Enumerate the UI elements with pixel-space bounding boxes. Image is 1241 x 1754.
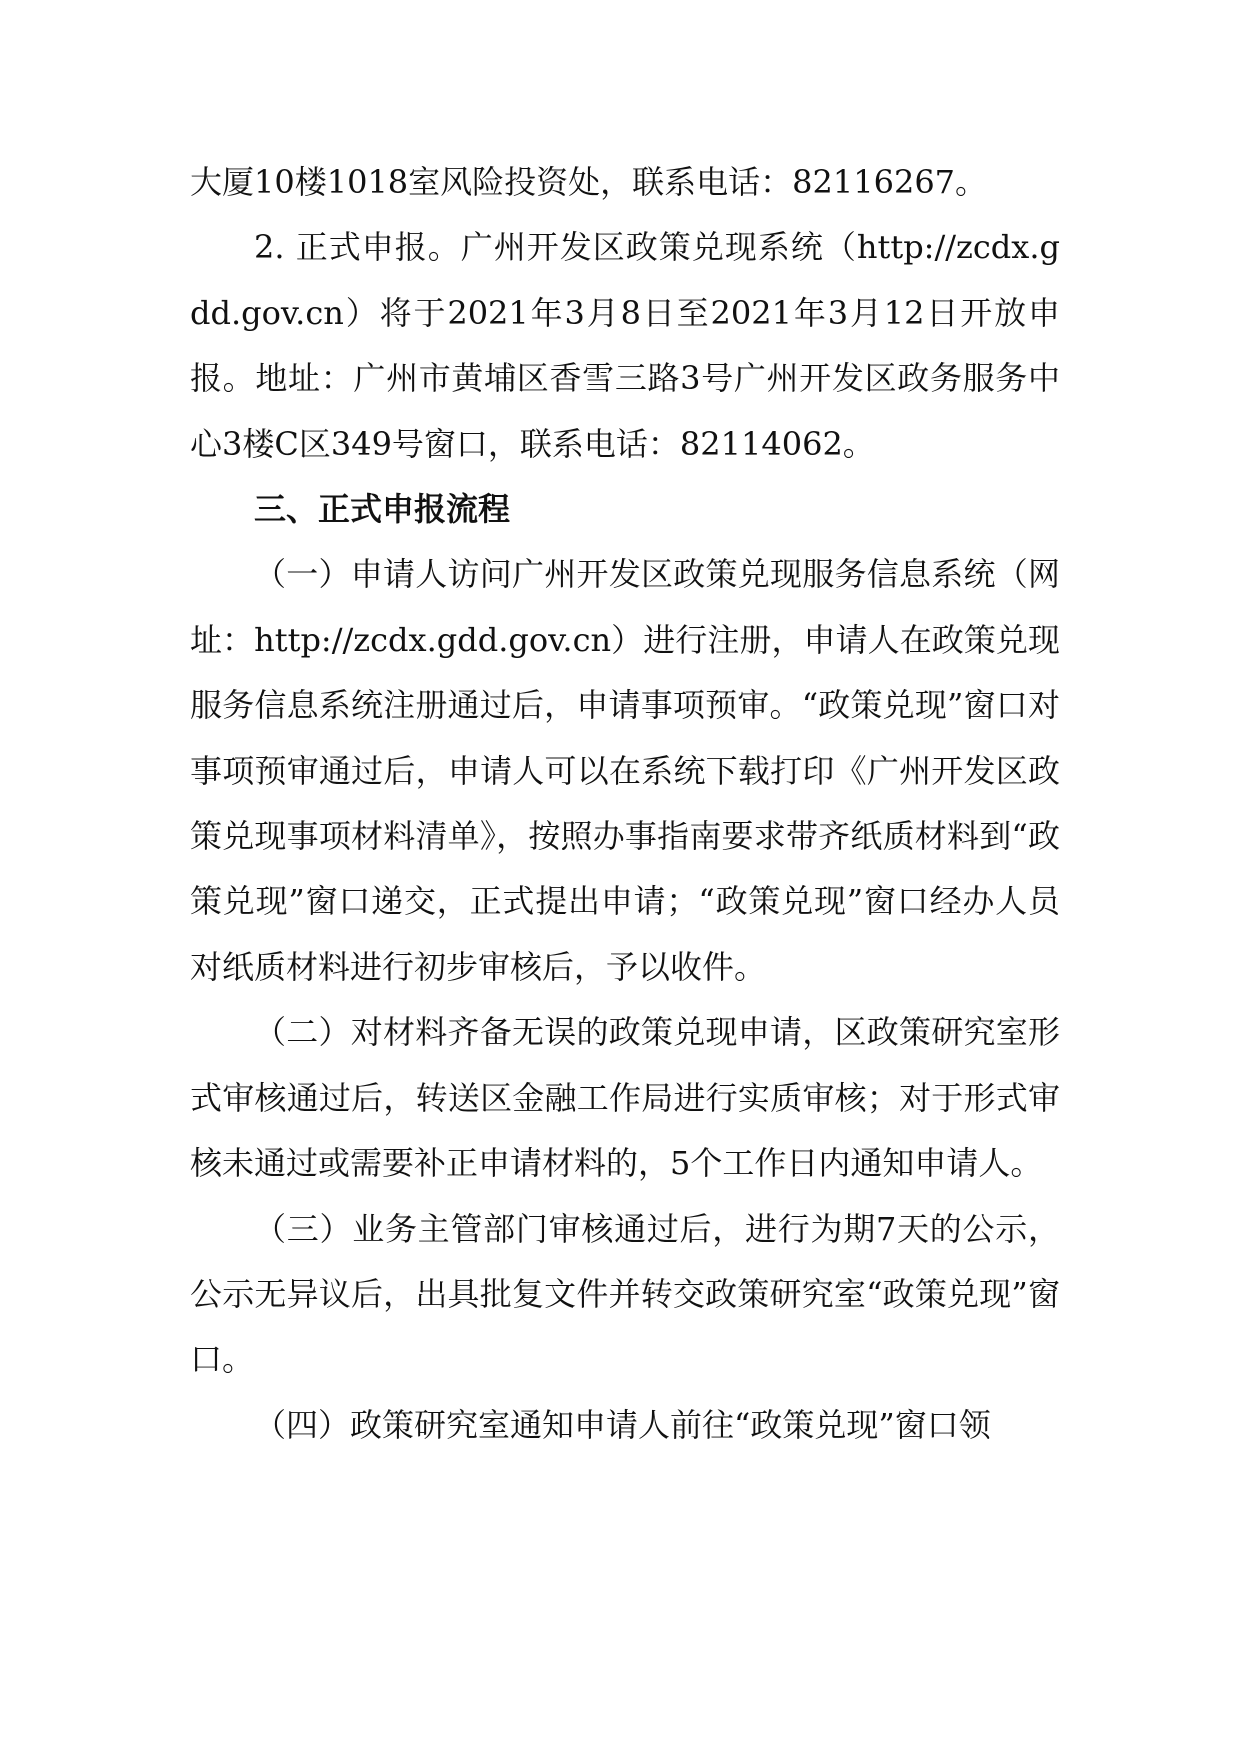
paragraph-step-2: （二）对材料齐备无误的政策兑现申请，区政策研究室形式审核通过后，转送区金融工作局进行实质审核；对于形式审核未通过或需要补正申请材料的，5个工作日内通知申请人。 bbox=[190, 1013, 1060, 1183]
paragraph-address-continuation: 大厦10楼1018室风险投资处，联系电话：82116267。 bbox=[190, 163, 988, 201]
paragraph-step-4: （四）政策研究室通知申请人前往“政策兑现”窗口领 bbox=[254, 1405, 991, 1444]
document-body bbox=[190, 150, 1060, 1458]
paragraph-step-3: （三）业务主管部门审核通过后，进行为期7天的公示，公示无异议后，出具批复文件并转交政策研究室“政策兑现”窗口。 bbox=[190, 1209, 1060, 1379]
paragraph-formal-application: 2. 正式申报。广州开发区政策兑现系统（http://zcdx.gdd.gov.cn）将于2021年3月8日至2021年3月12日开放申报。地址：广州市黄埔区香雪三路3号广州开发区政务服务中心3楼C区349号窗口，联系电话：82114062。 bbox=[190, 228, 1060, 463]
paragraph-step-1: （一）申请人访问广州开发区政策兑现服务信息系统（网址：http://zcdx.gdd.gov.cn）进行注册，申请人在政策兑现服务信息系统注册通过后，申请事项预审。“政策兑现”窗口对事项预审通过后，申请人可以在系统下载打印《广州开发区政策兑现事项材料清单》，按照办事指南要求带齐纸质材料到“政策兑现”窗口递交，正式提出申请；“政策兑现”窗口经办人员对纸质材料进行初步审核后，予以收件。 bbox=[190, 555, 1060, 986]
section-heading-formal-process: 三、正式申报流程 bbox=[254, 490, 511, 529]
